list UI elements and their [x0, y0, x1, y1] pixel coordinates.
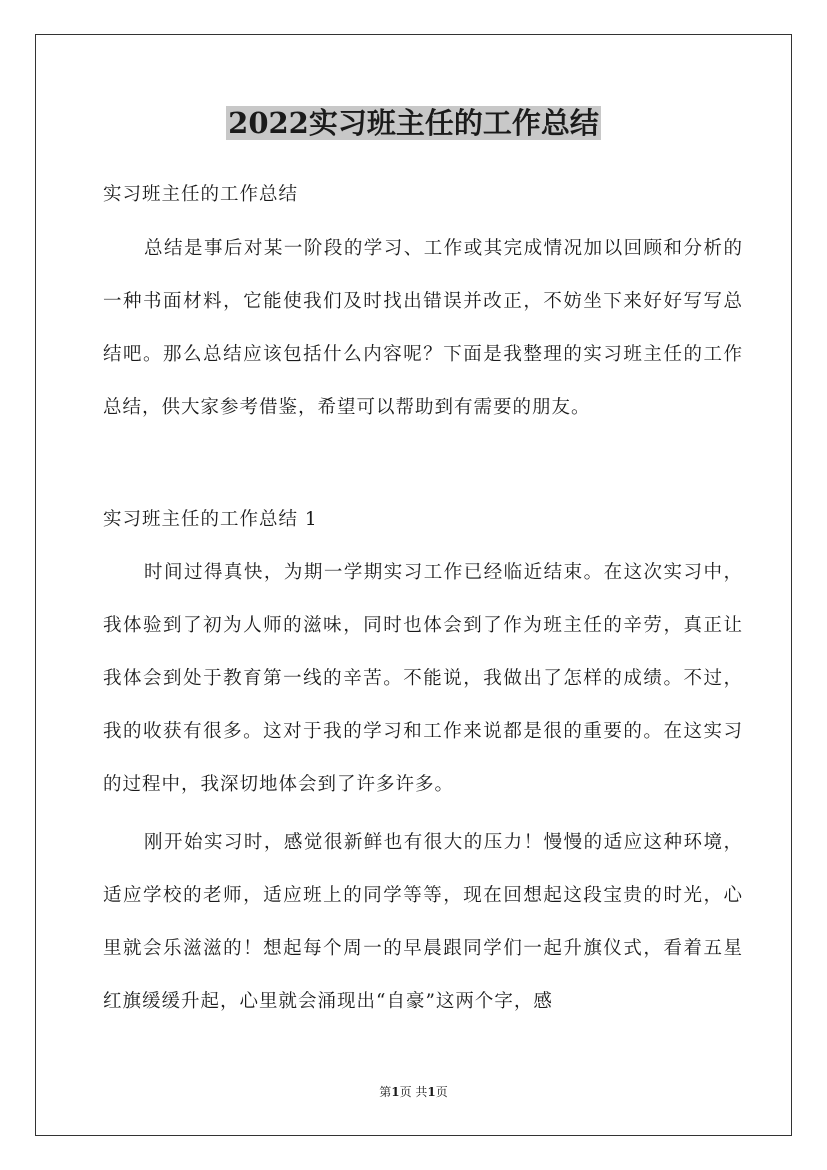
footer-prefix: 第: [379, 1085, 392, 1099]
main-heading: 实习班主任的工作总结: [103, 184, 299, 205]
footer-suffix: 页: [435, 1085, 448, 1099]
footer-total-pages: 1: [427, 1085, 436, 1099]
body-paragraph-2: 刚开始实习时，感觉很新鲜也有很大的压力！慢慢的适应这种环境，适应学校的老师，适应班上的同学等等，现在回想起这段宝贵的时光，心里就会乐滋滋的！想起每个周一的早晨跟同学们一起升旗仪式，看着五星红旗缓缓升起，心里就会涌现出“自豪”这两个字，感: [103, 832, 743, 1012]
intro-paragraph: 总结是事后对某一阶段的学习、工作或其完成情况加以回顾和分析的一种书面材料，它能使我们及时找出错误并改正，不妨坐下来好好写写总结吧。那么总结应该包括什么内容呢？下面是我整理的实习班主任的工作总结，供大家参考借鉴，希望可以帮助到有需要的朋友。: [103, 238, 743, 418]
section-heading: 实习班主任的工作总结 1: [103, 509, 318, 530]
body-paragraph-1: 时间过得真快，为期一学期实习工作已经临近结束。在这次实习中，我体验到了初为人师的滋味，同时也体会到了作为班主任的辛劳，真正让我体会到处于教育第一线的辛苦。不能说，我做出了怎样的成绩。不过，我的收获有很多。这对于我的学习和工作来说都是很的重要的。在这实习的过程中，我深切地体会到了许多许多。: [103, 562, 743, 795]
footer-mid: 页 共: [399, 1085, 428, 1099]
footer-page-number: 1: [391, 1085, 400, 1099]
page-footer: [0, 1084, 827, 1100]
title-text: 2022实习班主任的工作总结: [228, 106, 599, 140]
document-title: [0, 104, 827, 142]
